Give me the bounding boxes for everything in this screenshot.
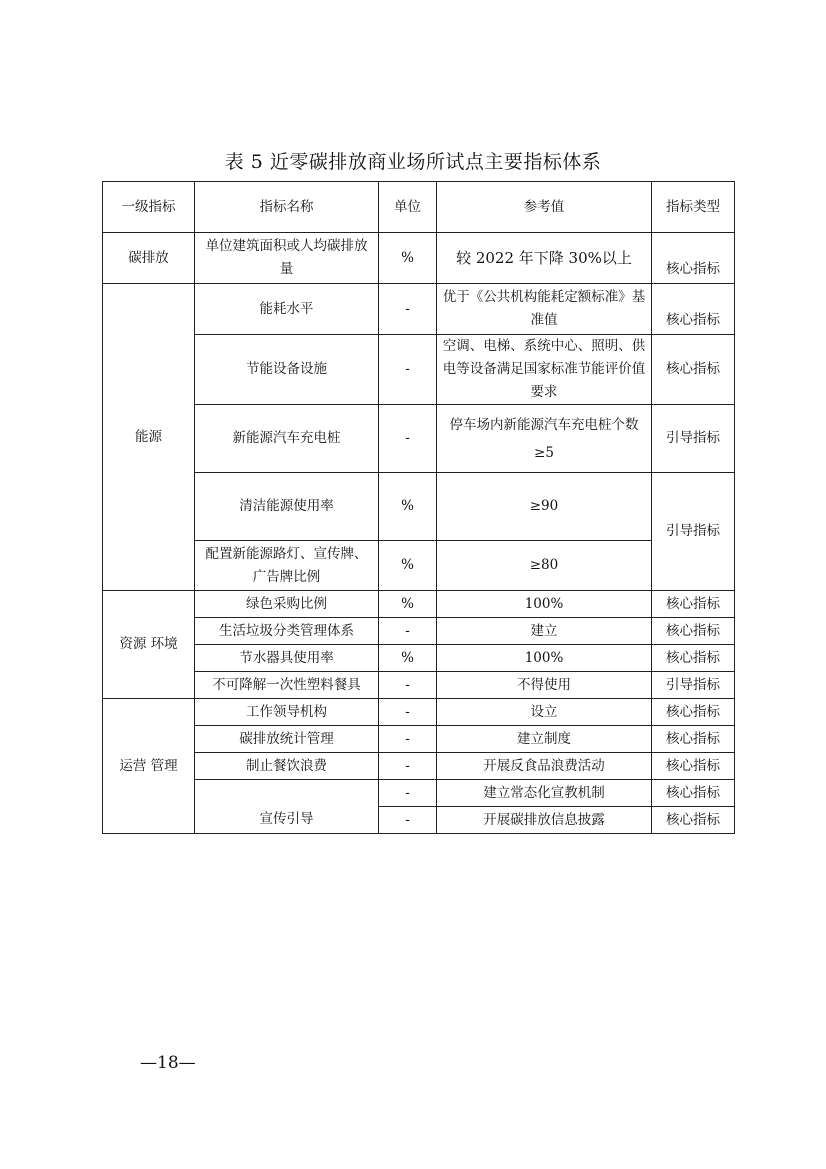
indicator-reference: 设立 xyxy=(437,699,652,726)
indicator-reference: 空调、电梯、系统中心、照明、供电等设备满足国家标准节能评价值要求 xyxy=(437,335,652,405)
indicator-type: 引导指标 xyxy=(652,672,735,699)
indicator-unit: % xyxy=(379,541,437,591)
header-level1: 一级指标 xyxy=(103,182,195,233)
indicator-name: 生活垃圾分类管理体系 xyxy=(195,618,379,645)
indicator-unit: - xyxy=(379,284,437,335)
indicator-name: 节能设备设施 xyxy=(195,335,379,405)
indicator-table xyxy=(102,181,735,834)
table-row xyxy=(103,233,735,284)
indicator-unit: % xyxy=(379,473,437,541)
indicator-type: 核心指标 xyxy=(652,753,735,780)
indicator-name: 工作领导机构 xyxy=(195,699,379,726)
indicator-type: 引导指标 xyxy=(652,405,735,473)
indicator-unit: % xyxy=(379,233,437,284)
indicator-unit: - xyxy=(379,335,437,405)
indicator-reference: ≥80 xyxy=(437,541,652,591)
indicator-type: 核心指标 xyxy=(652,233,735,284)
indicator-type: 引导指标 xyxy=(652,473,735,591)
table-row xyxy=(103,335,735,405)
indicator-reference: ≥90 xyxy=(437,473,652,541)
indicator-name: 宣传引导 xyxy=(195,780,379,834)
indicator-type: 核心指标 xyxy=(652,726,735,753)
table-row xyxy=(103,699,735,726)
header-unit: 单位 xyxy=(379,182,437,233)
table-title: 表 5 近零碳排放商业场所试点主要指标体系 xyxy=(224,151,602,173)
indicator-reference: 不得使用 xyxy=(437,672,652,699)
header-reference: 参考值 xyxy=(437,182,652,233)
header-type: 指标类型 xyxy=(652,182,735,233)
indicator-name: 单位建筑面积或人均碳排放量 xyxy=(195,233,379,284)
group-carbon: 碳排放 xyxy=(103,233,195,284)
group-resource: 资源 环境 xyxy=(103,591,195,699)
table-row xyxy=(103,284,735,335)
indicator-reference: 100% xyxy=(437,591,652,618)
indicator-name: 不可降解一次性塑料餐具 xyxy=(195,672,379,699)
indicator-name: 清洁能源使用率 xyxy=(195,473,379,541)
table-row xyxy=(103,753,735,780)
indicator-name: 能耗水平 xyxy=(195,284,379,335)
indicator-type: 核心指标 xyxy=(652,284,735,335)
indicator-reference: 建立制度 xyxy=(437,726,652,753)
indicator-reference: 较 2022 年下降 30%以上 xyxy=(437,233,652,284)
indicator-unit: - xyxy=(379,699,437,726)
indicator-reference: 停车场内新能源汽车充电桩个数≥5 xyxy=(437,405,652,473)
table-row xyxy=(103,618,735,645)
header-row xyxy=(103,182,735,233)
indicator-unit: - xyxy=(379,780,437,807)
page-number: —18— xyxy=(140,1053,196,1073)
table-row xyxy=(103,672,735,699)
table-row xyxy=(103,541,735,591)
indicator-name: 节水器具使用率 xyxy=(195,645,379,672)
indicator-unit: - xyxy=(379,753,437,780)
indicator-type: 核心指标 xyxy=(652,807,735,834)
indicator-type: 核心指标 xyxy=(652,645,735,672)
indicator-unit: - xyxy=(379,726,437,753)
table-row xyxy=(103,780,735,807)
group-operation: 运营 管理 xyxy=(103,699,195,834)
table-row xyxy=(103,726,735,753)
table-row xyxy=(103,405,735,473)
indicator-reference: 建立常态化宣教机制 xyxy=(437,780,652,807)
indicator-type: 核心指标 xyxy=(652,335,735,405)
indicator-unit: % xyxy=(379,591,437,618)
table-row xyxy=(103,591,735,618)
indicator-unit: - xyxy=(379,405,437,473)
group-energy: 能源 xyxy=(103,284,195,591)
indicator-reference: 建立 xyxy=(437,618,652,645)
indicator-name: 绿色采购比例 xyxy=(195,591,379,618)
indicator-reference: 100% xyxy=(437,645,652,672)
indicator-reference: 优于《公共机构能耗定额标准》基准值 xyxy=(437,284,652,335)
indicator-unit: - xyxy=(379,618,437,645)
indicator-type: 核心指标 xyxy=(652,699,735,726)
indicator-unit: % xyxy=(379,645,437,672)
header-name: 指标名称 xyxy=(195,182,379,233)
indicator-name: 新能源汽车充电桩 xyxy=(195,405,379,473)
indicator-unit: - xyxy=(379,807,437,834)
table-row xyxy=(103,473,735,541)
indicator-type: 核心指标 xyxy=(652,591,735,618)
indicator-type: 核心指标 xyxy=(652,780,735,807)
table-row xyxy=(103,645,735,672)
indicator-reference: 开展反食品浪费活动 xyxy=(437,753,652,780)
indicator-type: 核心指标 xyxy=(652,618,735,645)
indicator-name: 制止餐饮浪费 xyxy=(195,753,379,780)
indicator-reference: 开展碳排放信息披露 xyxy=(437,807,652,834)
indicator-name: 配置新能源路灯、宣传牌、广告牌比例 xyxy=(195,541,379,591)
indicator-name: 碳排放统计管理 xyxy=(195,726,379,753)
indicator-unit: - xyxy=(379,672,437,699)
